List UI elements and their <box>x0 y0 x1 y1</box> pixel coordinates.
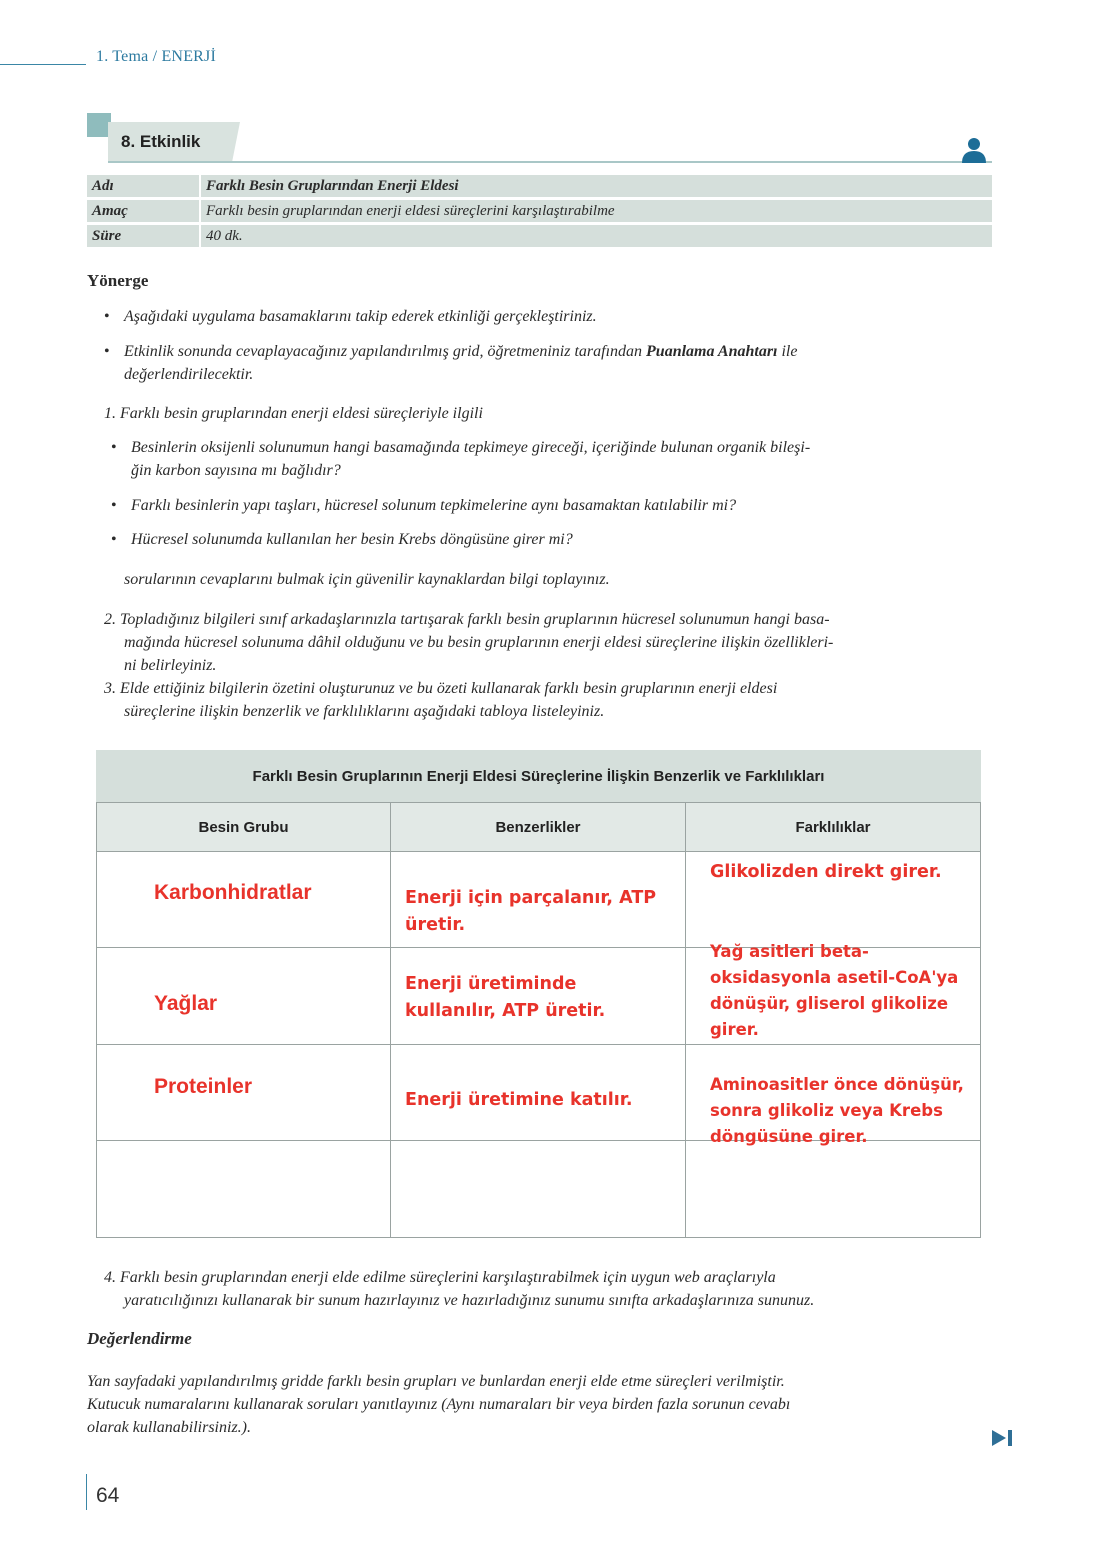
info-value: Farklı besin gruplarından enerji eldesi süreçlerini karşılaştırabilme <box>206 203 615 219</box>
answer-difference: Yağ asitleri beta- oksidasyonla asetil-CoA'ya dönüşür, gliserol glikolize girer. <box>710 942 959 1039</box>
step-2: 2. Topladığınız bilgileri sınıf arkadaşlarınızla tartışarak farklı besin gruplarının hücresel solunumun hangi basa- mağında hücresel solunuma dâhil olduğunu ve bu besin gruplarının enerji eldesi süreçlerine ilişkin özellikleri- ni belirleyiniz. <box>104 611 834 674</box>
activity-title: 8. Etkinlik <box>121 132 201 151</box>
page-number-rule <box>86 1474 87 1510</box>
info-label: Süre <box>92 228 122 244</box>
header-farkliliklar: Farklılıklar <box>685 802 981 852</box>
step-4: 4. Farklı besin gruplarından enerji elde edilme süreçlerini karşılaştırabilmek için uygun web araçlarıyla yaratıcılığınızı kullanarak bir sunum hazırlayınız ve hazırladığınız sunumu sınıfta arkadaşlarınıza sununuz. <box>104 1269 815 1309</box>
header-benzerlikler: Benzerlikler <box>390 802 686 852</box>
degerlendirme-heading: Değerlendirme <box>87 1329 192 1348</box>
next-page-icon[interactable] <box>992 1430 1014 1446</box>
page-number: 64 <box>96 1484 120 1507</box>
answer-group: Karbonhidratlar <box>154 881 312 904</box>
person-icon <box>961 137 987 163</box>
yonerge-heading: Yönerge <box>87 271 149 290</box>
table-title: Farklı Besin Gruplarının Enerji Eldesi Süreçlerine İlişkin Benzerlik ve Farklılıkları <box>96 750 981 802</box>
answer-group: Proteinler <box>154 1075 253 1098</box>
step-1: 1. Farklı besin gruplarından enerji eldesi süreçleriyle ilgili <box>104 405 483 422</box>
step-3: 3. Elde ettiğiniz bilgilerin özetini oluşturunuz ve bu özeti kullanarak farklı besin gruplarının enerji eldesi süreçlerine ilişkin benzerlik ve farklılıklarını aşağıdaki tabloya listeleyiniz. <box>104 680 778 720</box>
info-row <box>87 225 992 247</box>
answer-group: Yağlar <box>154 992 218 1015</box>
comparison-table <box>96 750 981 1238</box>
info-label: Amaç <box>92 203 128 219</box>
degerlendirme-text: Yan sayfadaki yapılandırılmış gridde farklı besin grupları ve bunlardan enerji elde etme süreçleri verilmiştir. Kutucuk numaralarını kullanarak soruları yanıtlayınız (Aynı numaraları bir veya birden fazla sorunun cevabı olarak kullanabilirsiniz.). <box>87 1373 791 1436</box>
table-cell[interactable] <box>390 1140 686 1238</box>
answer-difference: Aminoasitler önce dönüşür, sonra glikoliz veya Krebs döngüsüne girer. <box>710 1075 964 1146</box>
step-1-tail: sorularının cevaplarını bulmak için güvenilir kaynaklardan bilgi toplayınız. <box>124 571 610 588</box>
activity-marker <box>87 113 111 137</box>
answer-similarity: Enerji üretimine katılır. <box>405 1090 633 1110</box>
activity-rule <box>108 161 992 163</box>
table-cell[interactable] <box>96 947 391 1045</box>
info-value: 40 dk. <box>206 228 243 244</box>
answer-difference: Glikolizden direkt girer. <box>710 862 942 882</box>
puanlama-anahtari: Puanlama Anahtarı <box>646 343 778 360</box>
info-value: Farklı Besin Gruplarından Enerji Eldesi <box>206 178 459 194</box>
header-rule <box>0 64 86 65</box>
chapter-title: 1. Tema / ENERJİ <box>96 48 216 65</box>
table-cell[interactable] <box>96 1140 391 1238</box>
answer-similarity: Enerji üretiminde kullanılır, ATP üretir. <box>405 974 606 1021</box>
header-besin-grubu: Besin Grubu <box>96 802 391 852</box>
table-cell[interactable] <box>685 1140 981 1238</box>
info-row <box>87 200 992 222</box>
answer-similarity: Enerji için parçalanır, ATP üretir. <box>405 888 657 935</box>
info-row <box>87 175 992 197</box>
info-label: Adı <box>92 178 114 194</box>
